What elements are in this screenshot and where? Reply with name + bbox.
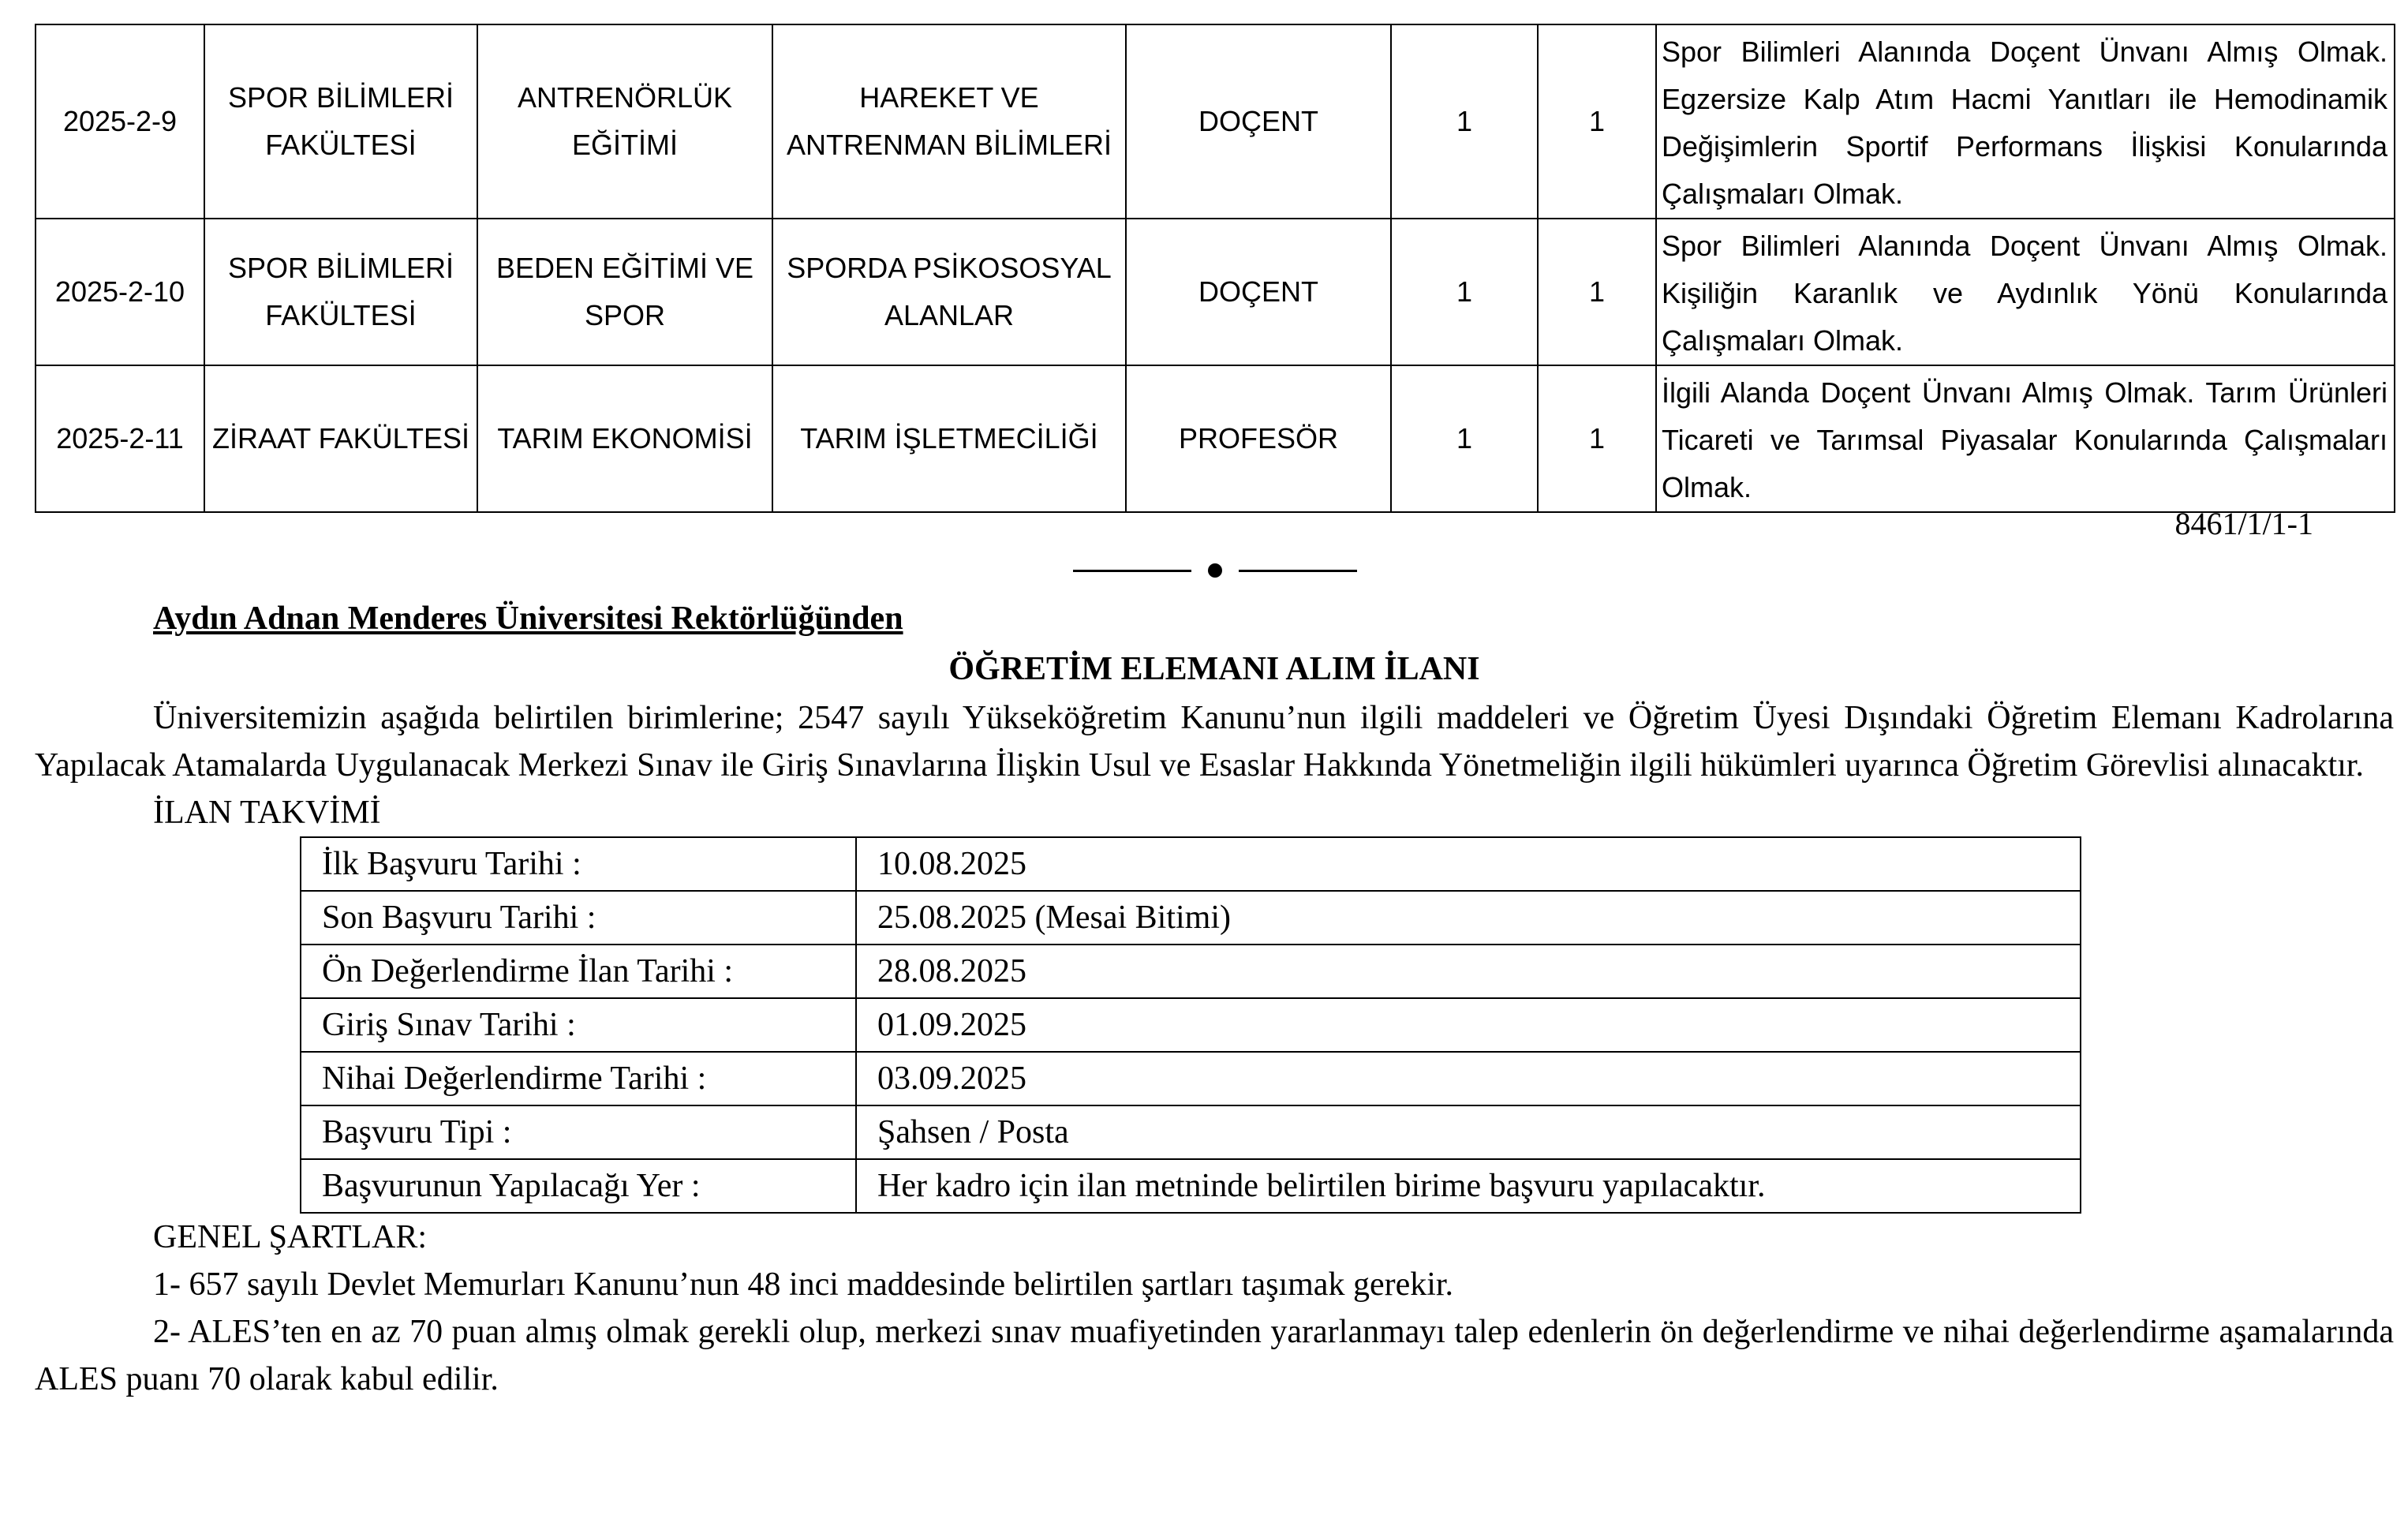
schedule-label: İlk Başvuru Tarihi :	[301, 837, 856, 891]
department-cell: BEDEN EĞİTİMİ VE SPOR	[477, 219, 772, 365]
condition-item: 2- ALES’ten en az 70 puan almış olmak gerekli olup, merkezi sınav muafiyetinden yararlanmayı talep edenlerin ön değerlendirme ve nihai değerlendirme aşamalarında ALES puanı 70 olarak kabul edilir.	[35, 1314, 2394, 1397]
schedule-label: Son Başvuru Tarihi :	[301, 891, 856, 945]
degree-cell: 1	[1391, 219, 1538, 365]
schedule-value: 25.08.2025 (Mesai Bitimi)	[856, 891, 2081, 945]
general-conditions-heading: GENEL ŞARTLAR:	[153, 1219, 428, 1255]
schedule-value: 28.08.2025	[856, 945, 2081, 998]
issuer-heading: Aydın Adnan Menderes Üniversitesi Rektörlüğünden	[153, 600, 903, 637]
schedule-row	[301, 1159, 2081, 1213]
schedule-label: Ön Değerlendirme İlan Tarihi :	[301, 945, 856, 998]
section-divider	[1073, 552, 1357, 584]
faculty-cell: SPOR BİLİMLERİ FAKÜLTESİ	[204, 24, 477, 219]
ilan-no-cell: 2025-2-10	[36, 219, 204, 365]
table-row	[36, 219, 2395, 365]
division-cell: TARIM İŞLETMECİLİĞİ	[772, 365, 1126, 512]
schedule-table	[300, 836, 2081, 1214]
schedule-row	[301, 1052, 2081, 1105]
positions-table	[35, 24, 2395, 513]
schedule-row	[301, 891, 2081, 945]
schedule-label: Giriş Sınav Tarihi :	[301, 998, 856, 1052]
divider-line	[1073, 570, 1191, 572]
title-cell: DOÇENT	[1126, 24, 1391, 219]
requirements-cell: Spor Bilimleri Alanında Doçent Ünvanı Almış Olmak. Egzersize Kalp Atım Hacmi Yanıtları ile Hemodinamik Değişimlerin Sportif Performans İlişkisi Konularında Çalışmaları Olmak.	[1656, 24, 2395, 219]
reference-number: 8461/1/1-1	[2174, 506, 2313, 541]
division-cell: HAREKET VE ANTRENMAN BİLİMLERİ	[772, 24, 1126, 219]
faculty-cell: SPOR BİLİMLERİ FAKÜLTESİ	[204, 219, 477, 365]
faculty-cell: ZİRAAT FAKÜLTESİ	[204, 365, 477, 512]
department-cell: ANTRENÖRLÜK EĞİTİMİ	[477, 24, 772, 219]
count-cell: 1	[1538, 219, 1656, 365]
schedule-label: Başvurunun Yapılacağı Yer :	[301, 1159, 856, 1213]
bullet-icon	[1208, 563, 1222, 578]
degree-cell: 1	[1391, 365, 1538, 512]
table-row	[36, 24, 2395, 219]
schedule-value: 03.09.2025	[856, 1052, 2081, 1105]
schedule-row	[301, 1105, 2081, 1159]
department-cell: TARIM EKONOMİSİ	[477, 365, 772, 512]
requirements-cell: Spor Bilimleri Alanında Doçent Ünvanı Almış Olmak. Kişiliğin Karanlık ve Aydınlık Yönü Konularında Çalışmaları Olmak.	[1656, 219, 2395, 365]
schedule-value: 10.08.2025	[856, 837, 2081, 891]
divider-line	[1239, 570, 1357, 572]
title-cell: PROFESÖR	[1126, 365, 1391, 512]
table-row	[36, 365, 2395, 512]
count-cell: 1	[1538, 24, 1656, 219]
schedule-label: Başvuru Tipi :	[301, 1105, 856, 1159]
schedule-row	[301, 837, 2081, 891]
schedule-value: 01.09.2025	[856, 998, 2081, 1052]
schedule-heading: İLAN TAKVİMİ	[153, 795, 381, 831]
division-cell: SPORDA PSİKOSOSYAL ALANLAR	[772, 219, 1126, 365]
schedule-row	[301, 945, 2081, 998]
ilan-no-cell: 2025-2-9	[36, 24, 204, 219]
schedule-label: Nihai Değerlendirme Tarihi :	[301, 1052, 856, 1105]
schedule-value: Her kadro için ilan metninde belirtilen birime başvuru yapılacaktır.	[856, 1159, 2081, 1213]
schedule-row	[301, 998, 2081, 1052]
ilan-no-cell: 2025-2-11	[36, 365, 204, 512]
degree-cell: 1	[1391, 24, 1538, 219]
title-cell: DOÇENT	[1126, 219, 1391, 365]
schedule-value: Şahsen / Posta	[856, 1105, 2081, 1159]
requirements-cell: İlgili Alanda Doçent Ünvanı Almış Olmak. Tarım Ürünleri Ticareti ve Tarımsal Piyasalar Konularında Çalışmaları Olmak.	[1656, 365, 2395, 512]
announcement	[35, 593, 2394, 1403]
intro-paragraph: Üniversitemizin aşağıda belirtilen birimlerine; 2547 sayılı Yükseköğretim Kanunu’nun ilgili maddeleri ve Öğretim Üyesi Dışındaki Öğretim Elemanı Kadrolarına Yapılacak Atamalarda Uygulanacak Merkezi Sınav ile Giriş Sınavlarına İlişkin Usul ve Esaslar Hakkında Yönetmeliğin ilgili hükümleri uyarınca Öğretim Görevlisi alınacaktır.	[35, 700, 2394, 784]
count-cell: 1	[1538, 365, 1656, 512]
condition-item: 1- 657 sayılı Devlet Memurları Kanunu’nun 48 inci maddesinde belirtilen şartları taşımak gerekir.	[153, 1266, 1454, 1303]
announcement-title: ÖĞRETİM ELEMANI ALIM İLANI	[948, 651, 1480, 687]
